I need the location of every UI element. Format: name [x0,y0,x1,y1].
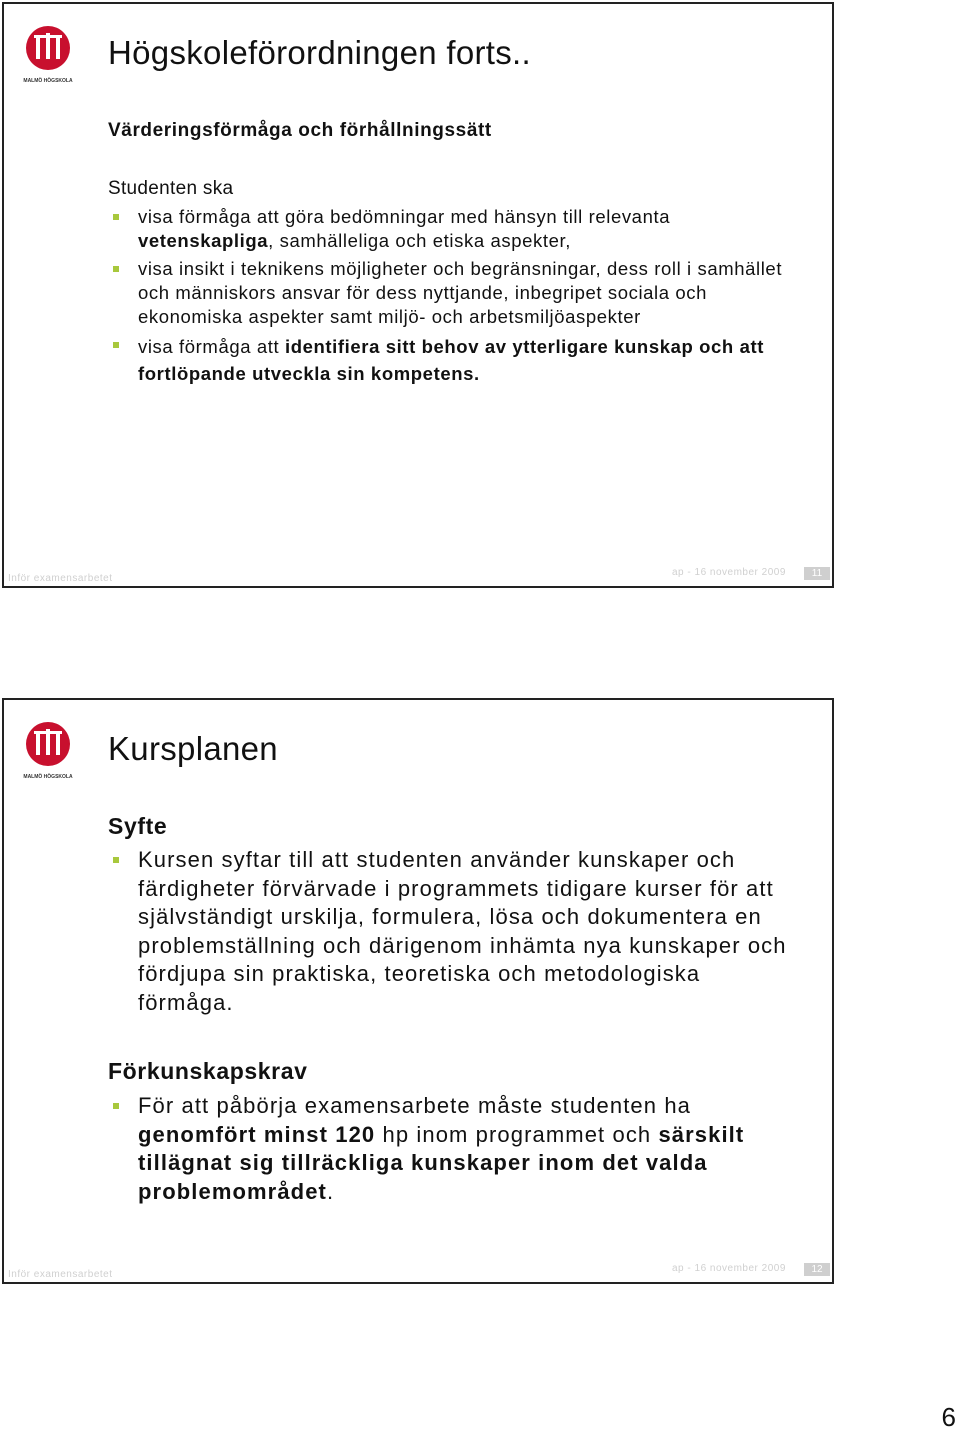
slide-title: Kursplanen [108,730,278,767]
bullet-item: visa förmåga att göra bedömningar med hänsyn till relevanta vetenskapliga, samhälleliga och etiska aspekter, [108,205,788,253]
footer-course: Inför examensarbetet [8,1269,113,1280]
slide-number: 11 [804,567,830,580]
bullet-item: visa insikt i teknikens möjligheter och begränsningar, dess roll i samhället och människors ansvar för dess nyttjande, inbegripet sociala och ekonomiska aspekter samt miljö- och arbetsmiljöaspekter [108,257,788,329]
footer-course: Inför examensarbetet [8,573,113,584]
bullet-square-icon [113,214,119,220]
slide-title: Högskoleförordningen forts.. [108,34,531,71]
bullet-square-icon [113,857,119,863]
bullet-item: För att påbörja examensarbete måste studenten ha genomfört minst 120 hp inom programmet och särskilt tillägnat sig tillräckliga kunskaper inom det valda problemområdet. [108,1092,788,1206]
svg-text:MALMÖ HÖGSKOLA: MALMÖ HÖGSKOLA [23,774,73,780]
section-heading: Värderingsförmåga och förhållningssätt [108,120,492,141]
bullet-item: Kursen syftar till att studenten använder kunskaper och färdigheter förvärvade i programmets tidigare kurser för att självständigt urskilja, formulera, lösa och dokumentera en problemställning och därigenom inhämta nya kunskaper och fördjupa sin praktiska, teoretiska och metodologiska förmåga. [108,846,788,1018]
bullet-square-icon [113,1103,119,1109]
syfte-list [108,846,788,1018]
intro-text: Studenten ska [108,178,234,199]
section-heading-syfte: Syfte [108,813,168,839]
bullet-list [108,205,788,391]
page-number: 6 [941,1402,956,1432]
bullet-item: visa förmåga att identifiera sitt behov av ytterligare kunskap och att fortlöpande utveckla sin kompetens. [108,333,788,387]
bullet-square-icon [113,342,119,348]
section-heading-forkunskapskrav: Förkunskapskrav [108,1058,308,1084]
forkunskapskrav-list [108,1092,788,1206]
footer-date: ap - 16 november 2009 [672,567,786,578]
slide-12 [2,698,834,1284]
slide-number: 12 [804,1263,830,1276]
malmo-hogskola-logo [22,24,74,86]
svg-text:MALMÖ HÖGSKOLA: MALMÖ HÖGSKOLA [23,78,73,84]
malmo-hogskola-logo [22,720,74,782]
bullet-square-icon [113,266,119,272]
footer-date: ap - 16 november 2009 [672,1263,786,1274]
slide-11 [2,2,834,588]
